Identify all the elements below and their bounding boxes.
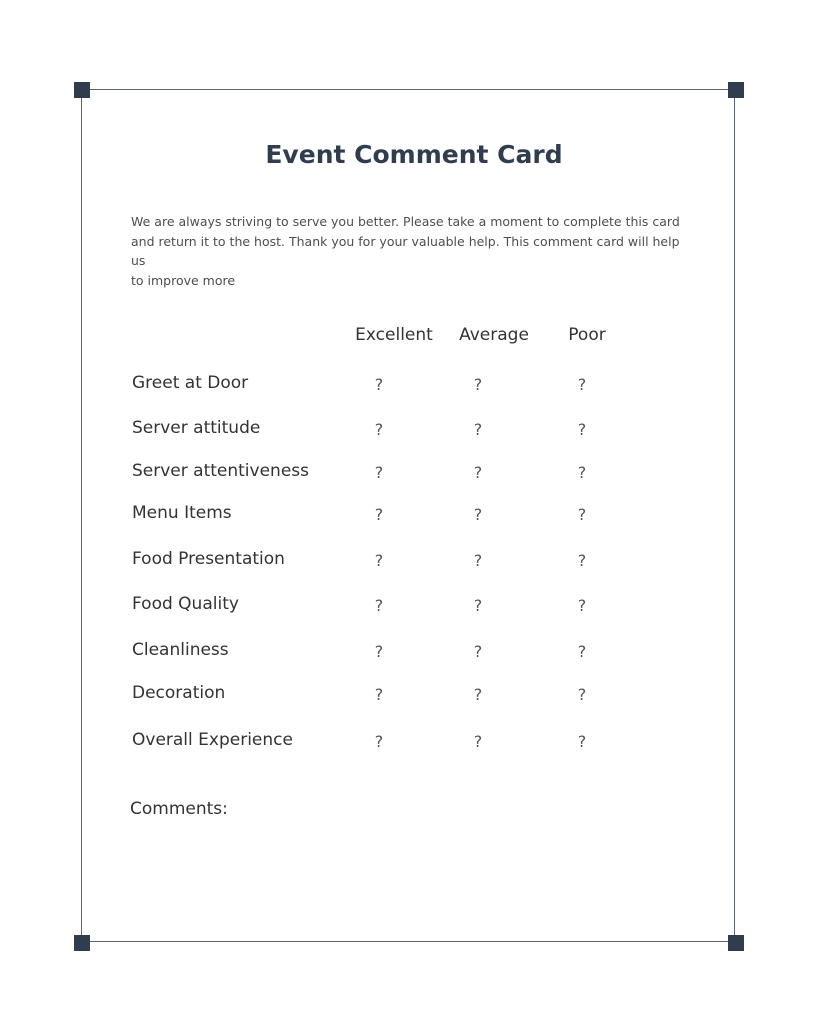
intro-line: to improve more — [131, 272, 236, 288]
intro-line: We are always striving to serve you better. Please take a moment to complete this card — [131, 214, 680, 229]
row-label: Greet at Door — [132, 373, 249, 393]
rating-mark-average[interactable]: ? — [473, 551, 483, 570]
rating-mark-poor[interactable]: ? — [577, 596, 587, 615]
rating-mark-poor[interactable]: ? — [577, 551, 587, 570]
row-label: Server attitude — [132, 418, 261, 438]
rating-mark-poor[interactable]: ? — [577, 732, 587, 751]
rating-mark-excellent[interactable]: ? — [374, 420, 384, 439]
rating-mark-average[interactable]: ? — [473, 642, 483, 661]
rating-mark-average[interactable]: ? — [473, 596, 483, 615]
rating-mark-excellent[interactable]: ? — [374, 505, 384, 524]
rating-mark-poor[interactable]: ? — [577, 505, 587, 524]
intro-line: and return it to the host. Thank you for your valuable help. This comment card will help us — [131, 233, 680, 268]
rating-mark-poor[interactable]: ? — [577, 420, 587, 439]
rating-mark-poor[interactable]: ? — [577, 375, 587, 394]
row-label: Decoration — [132, 683, 226, 703]
rating-mark-poor[interactable]: ? — [577, 463, 587, 482]
rating-mark-excellent[interactable]: ? — [374, 375, 384, 394]
rating-mark-excellent[interactable]: ? — [374, 463, 384, 482]
rating-mark-average[interactable]: ? — [473, 732, 483, 751]
row-label: Server attentiveness — [132, 461, 309, 481]
corner-handle-top-right — [728, 82, 744, 98]
rating-mark-poor[interactable]: ? — [577, 642, 587, 661]
rating-mark-average[interactable]: ? — [473, 685, 483, 704]
rating-row — [0, 503, 820, 529]
rating-mark-average[interactable]: ? — [473, 375, 483, 394]
row-label: Cleanliness — [132, 640, 229, 660]
rating-mark-excellent[interactable]: ? — [374, 732, 384, 751]
rating-mark-excellent[interactable]: ? — [374, 596, 384, 615]
rating-row — [0, 683, 820, 709]
corner-handle-top-left — [74, 82, 90, 98]
row-label: Menu Items — [132, 503, 232, 523]
rating-mark-poor[interactable]: ? — [577, 685, 587, 704]
column-header-average: Average — [459, 325, 529, 345]
rating-row — [0, 549, 820, 575]
rating-row — [0, 373, 820, 399]
corner-handle-bottom-left — [74, 935, 90, 951]
card-title: Event Comment Card — [265, 140, 563, 169]
rating-row — [0, 730, 820, 756]
column-header-poor: Poor — [568, 325, 606, 345]
row-label: Overall Experience — [132, 730, 293, 750]
rating-mark-excellent[interactable]: ? — [374, 685, 384, 704]
corner-handle-bottom-right — [728, 935, 744, 951]
comments-label: Comments: — [130, 799, 228, 819]
rating-row — [0, 594, 820, 620]
column-header-excellent: Excellent — [355, 325, 433, 345]
rating-row — [0, 640, 820, 666]
rating-mark-excellent[interactable]: ? — [374, 642, 384, 661]
rating-mark-excellent[interactable]: ? — [374, 551, 384, 570]
rating-mark-average[interactable]: ? — [473, 505, 483, 524]
row-label: Food Presentation — [132, 549, 285, 569]
row-label: Food Quality — [132, 594, 239, 614]
rating-row — [0, 418, 820, 444]
intro-text — [131, 212, 691, 290]
rating-mark-average[interactable]: ? — [473, 420, 483, 439]
rating-row — [0, 461, 820, 487]
rating-mark-average[interactable]: ? — [473, 463, 483, 482]
